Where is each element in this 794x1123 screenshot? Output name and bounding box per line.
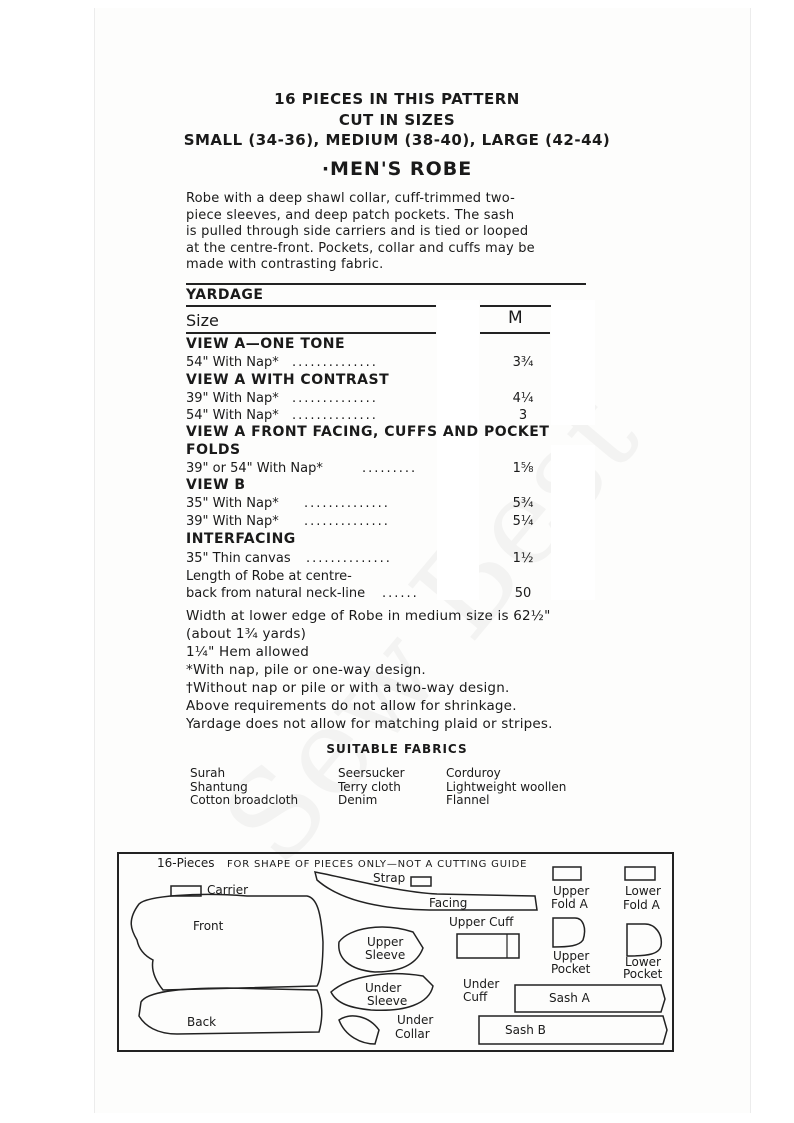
- leader-dots: ..............: [304, 514, 390, 529]
- diagram-heading: FOR SHAPE OF PIECES ONLY—NOT A CUTTING GUIDE: [227, 859, 528, 870]
- under-sleeve-label: Under: [365, 981, 402, 995]
- carrier-label: Carrier: [207, 883, 249, 897]
- row-label: 54" With Nap*: [186, 355, 279, 370]
- note-line: (about 1¾ yards): [186, 626, 307, 642]
- upper-fold-a-label: Upper: [553, 884, 590, 898]
- fabric-item: Terry cloth: [338, 779, 401, 794]
- upper-fold-a-label: Fold A: [551, 897, 588, 911]
- row-label: 35" Thin canvas: [186, 551, 291, 566]
- description-line: piece sleeves, and deep patch pockets. The sash: [186, 207, 515, 223]
- front-label: Front: [193, 919, 224, 933]
- row-value: 1½: [512, 551, 534, 566]
- under-cuff-label: Cuff: [463, 990, 488, 1004]
- fabrics-column: [446, 767, 566, 808]
- leader-dots: ......: [382, 586, 419, 601]
- yardage-row: [186, 496, 606, 513]
- row-value: 5¾: [512, 496, 534, 511]
- folds-heading: FOLDS: [186, 442, 241, 458]
- upper-cuff-label: Upper Cuff: [449, 915, 514, 929]
- under-collar-label: Collar: [395, 1027, 430, 1041]
- row-label: 39" or 54" With Nap*: [186, 461, 323, 476]
- note-line: 1¼" Hem allowed: [186, 644, 310, 660]
- row-value: 3: [518, 408, 528, 423]
- pieces-heading: 16 PIECES IN THIS PATTERN: [274, 90, 520, 108]
- view-a-one-tone-heading: VIEW A—ONE TONE: [186, 336, 346, 352]
- strap-label: Strap: [373, 871, 406, 885]
- fabrics-column: [190, 767, 298, 808]
- cut-heading: CUT IN SIZES: [338, 111, 456, 129]
- fabric-item: Shantung: [190, 779, 248, 794]
- description-line: made with contrasting fabric.: [186, 257, 384, 272]
- leader-dots: ..............: [292, 408, 378, 423]
- fabric-item: Surah: [190, 766, 226, 780]
- leader-dots: ..............: [292, 391, 378, 406]
- fabric-item: Corduroy: [446, 766, 501, 780]
- lower-pocket-piece: [627, 924, 661, 956]
- divider: [186, 305, 436, 307]
- upper-sleeve-label: Sleeve: [365, 948, 406, 962]
- row-value: 3¾: [512, 355, 534, 370]
- fabric-item: Seersucker: [338, 766, 405, 780]
- lower-pocket-label: Lower: [625, 955, 661, 969]
- divider: [186, 332, 436, 334]
- leader-dots: ..............: [306, 551, 392, 566]
- upper-sleeve-label: Upper: [367, 935, 404, 949]
- yardage-row: [186, 408, 606, 425]
- divider: [480, 332, 550, 334]
- row-label: 54" With Nap*: [186, 408, 279, 423]
- under-collar-label: Under: [397, 1013, 434, 1027]
- interfacing-heading: INTERFACING: [186, 531, 296, 547]
- description: [186, 191, 588, 274]
- sash-a-piece: [515, 985, 665, 1012]
- row-label: back from natural neck-line: [186, 586, 366, 601]
- row-label: Length of Robe at centre-: [186, 569, 352, 584]
- leader-dots: ..............: [292, 355, 378, 370]
- yardage-row: [186, 551, 606, 568]
- upper-pocket-label: Upper: [553, 949, 590, 963]
- sash-b-label: Sash B: [505, 1023, 546, 1037]
- yardage-row: [186, 355, 606, 372]
- back-label: Back: [187, 1015, 217, 1029]
- description-line: at the centre-front. Pockets, collar and cuffs may be: [186, 240, 535, 256]
- row-value: 5¼: [512, 514, 534, 529]
- suitable-fabrics-heading: SUITABLE FABRICS: [326, 742, 468, 756]
- leader-dots: ..............: [304, 496, 390, 511]
- size-label: Size: [186, 311, 219, 330]
- yardage-row: [186, 569, 606, 586]
- back-piece: [139, 988, 322, 1034]
- pattern-pieces-diagram: [117, 852, 674, 1052]
- fabric-item: Cotton broadcloth: [190, 793, 299, 807]
- yardage-row: [186, 391, 606, 408]
- upper-pocket-piece: [553, 918, 585, 947]
- sizes-heading: SMALL (34-36), MEDIUM (38-40), LARGE (42-44): [183, 131, 611, 149]
- page-title: ·MEN'S ROBE: [321, 158, 473, 180]
- row-value: 1⅝: [512, 461, 534, 476]
- pieces-count-label: 16-Pieces: [157, 856, 215, 870]
- note-line: Yardage does not allow for matching plaid or stripes.: [186, 716, 553, 732]
- note-line: *With nap, pile or one-way design.: [186, 662, 426, 678]
- under-cuff-label: Under: [463, 977, 500, 991]
- facing-label: Facing: [429, 896, 468, 910]
- fabrics-column: [338, 767, 405, 808]
- row-label: 39" With Nap*: [186, 514, 279, 529]
- yardage-row: [186, 514, 606, 531]
- view-a-facing-heading: VIEW A FRONT FACING, CUFFS AND POCKET: [186, 424, 550, 440]
- lower-fold-a-label: Lower: [625, 884, 661, 898]
- note-line: Above requirements do not allow for shrinkage.: [186, 698, 517, 714]
- lower-fold-a-piece: [625, 867, 655, 880]
- view-a-contrast-heading: VIEW A WITH CONTRAST: [186, 372, 390, 388]
- yardage-row: [186, 586, 606, 603]
- row-value: 50: [514, 586, 532, 601]
- view-b-heading: VIEW B: [186, 477, 246, 493]
- lower-fold-a-label: Fold A: [623, 898, 660, 912]
- fabric-item: Denim: [338, 793, 378, 807]
- upper-fold-a-piece: [553, 867, 581, 880]
- description-line: Robe with a deep shawl collar, cuff-trimmed two-: [186, 191, 515, 206]
- upper-cuff-piece: [457, 934, 519, 958]
- size-m-label: M: [508, 308, 523, 328]
- fabric-item: Lightweight woollen: [446, 779, 567, 794]
- sash-a-label: Sash A: [549, 991, 590, 1005]
- row-label: 39" With Nap*: [186, 391, 279, 406]
- upper-pocket-label: Pocket: [551, 962, 591, 976]
- yardage-row: [186, 461, 606, 478]
- under-collar-piece: [339, 1016, 379, 1044]
- note-line: †Without nap or pile or with a two-way design.: [186, 680, 510, 696]
- description-line: is pulled through side carriers and is tied or looped: [186, 224, 529, 239]
- fabric-item: Flannel: [446, 793, 490, 807]
- leader-dots: .........: [362, 461, 418, 476]
- front-piece: [131, 894, 323, 990]
- yardage-heading: YARDAGE: [186, 287, 264, 303]
- divider: [186, 283, 586, 285]
- row-value: 4¼: [512, 391, 534, 406]
- lower-pocket-label: Pocket: [623, 967, 663, 981]
- note-line: Width at lower edge of Robe in medium size is 62½": [186, 608, 551, 624]
- row-label: 35" With Nap*: [186, 496, 279, 511]
- under-sleeve-label: Sleeve: [367, 994, 408, 1008]
- strap-piece: [411, 877, 431, 886]
